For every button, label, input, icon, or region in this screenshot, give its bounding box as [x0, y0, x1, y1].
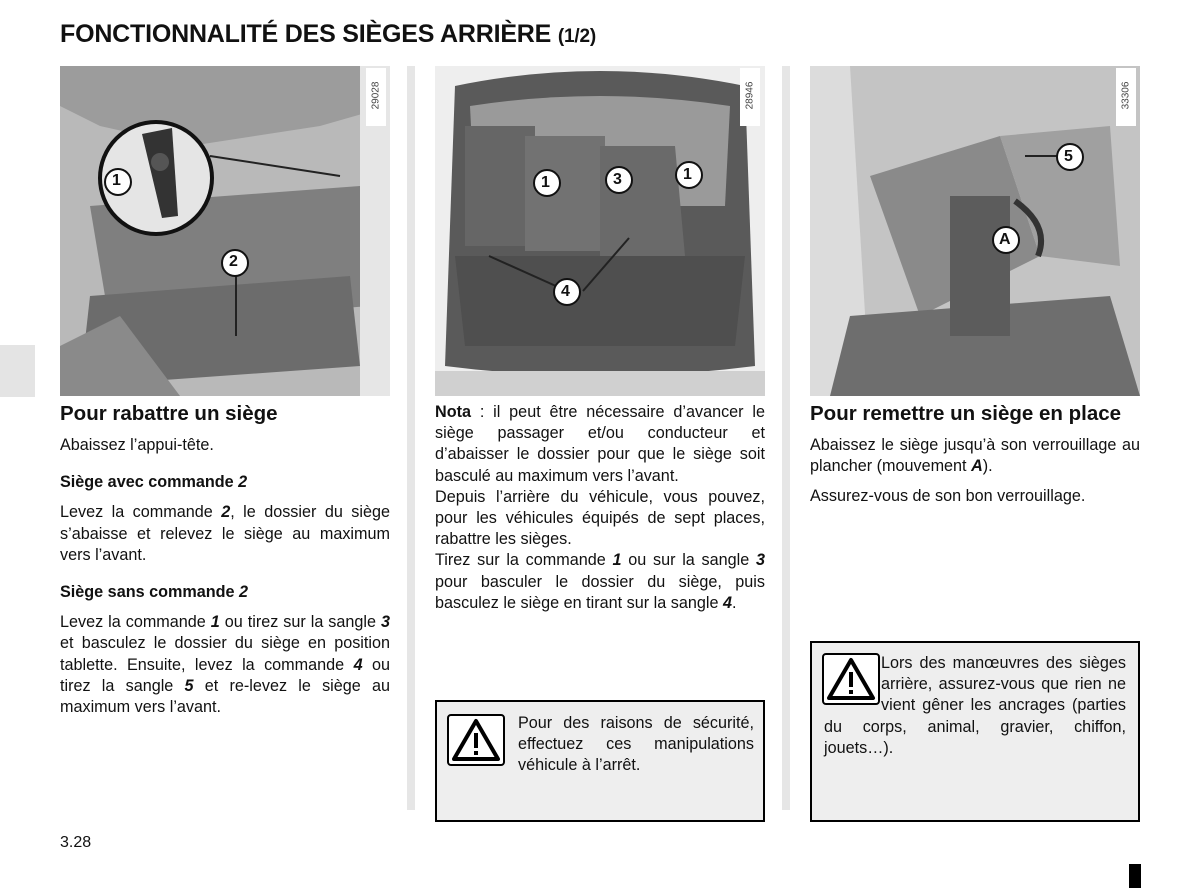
warning-box: [435, 700, 765, 822]
callout-label: A: [999, 231, 1011, 248]
page-title-part: (1/2): [557, 26, 596, 47]
page-end-marker: [1129, 864, 1141, 888]
callout-label: 5: [1064, 148, 1073, 165]
chapter-tab: [0, 345, 35, 397]
paragraph: Depuis l’arrière du véhicule, vous pouvez, pour les véhicules équipés de sept places, rabattre les sièges.: [435, 487, 765, 549]
section-heading: Pour remettre un siège en place: [810, 402, 1122, 425]
column-fold-seat: [60, 401, 390, 718]
warning-text: Pour des raisons de sécurité, effectuez ces manipulations véhicule à l’arrêt.: [518, 714, 754, 775]
subheading: Siège sans commande 2: [60, 583, 249, 602]
paragraph: Assurez-vous de son bon verrouillage.: [810, 487, 1086, 506]
page-title-main: FONCTIONNALITÉ DES SIÈGES ARRIÈRE: [60, 20, 552, 48]
photo-reference-code: 33306: [1116, 68, 1136, 126]
callout-label: 3: [613, 171, 622, 188]
paragraph: Abaissez le siège jusqu’à son verrouillage au plancher (mouvement A).: [810, 436, 1140, 476]
warning-triangle-icon: [822, 653, 880, 705]
callout-label: 1: [541, 174, 550, 191]
column-separator: [782, 66, 790, 810]
paragraph: Tirez sur la commande 1 ou sur la sangle 3 pour basculer le dossier du siège, puis basculez le siège en tirant sur la sangle 4.: [435, 551, 765, 612]
photo-boot-seats: [435, 66, 765, 396]
warning-float: [812, 643, 881, 711]
section-heading: Pour rabattre un siège: [60, 402, 278, 425]
page-number: 3.28: [60, 834, 92, 851]
callout-label: 4: [561, 283, 570, 300]
photo-seat-replacement: [810, 66, 1140, 396]
warning-triangle-icon: [447, 714, 505, 766]
paragraph: Nota : il peut être nécessaire d’avancer le siège passager et/ou conducteur et d’abaisser le dossier pour que le siège soit basculé au maximum vers l’avant.: [435, 403, 765, 485]
subheading: Siège avec commande 2: [60, 473, 248, 492]
paragraph: Levez la commande 2, le dossier du siège s’abaisse et relevez le siège au maximum vers l’avant.: [60, 503, 390, 564]
callout-label: 1: [683, 166, 692, 183]
photo-reference-code: 28946: [740, 68, 760, 126]
warning-text: Lors des manœuvres des sièges arrière, assurez-vous que rien ne vient gêner les ancrages (parties du corps, animal, gravier, chiffon, jouets…).: [824, 654, 1126, 757]
callout-label: 1: [112, 172, 121, 189]
column-separator: [407, 66, 415, 810]
paragraph: Levez la commande 1 ou tirez sur la sangle 3 et basculez le dossier du siège en position tablette. Ensuite, levez la commande 4 ou tirez la sangle 5 et re-levez le siège au maximum vers l’avant.: [60, 613, 390, 717]
callout-label: 2: [229, 253, 238, 270]
column-rear-access: [435, 402, 765, 614]
photo-rear-seat-lever: [60, 66, 390, 396]
column-replace-seat: [810, 401, 1140, 508]
photo-reference-code: 29028: [366, 68, 386, 126]
page-title: [60, 20, 596, 49]
paragraph: Abaissez l’appui-tête.: [60, 436, 214, 454]
warning-box: [810, 641, 1140, 822]
